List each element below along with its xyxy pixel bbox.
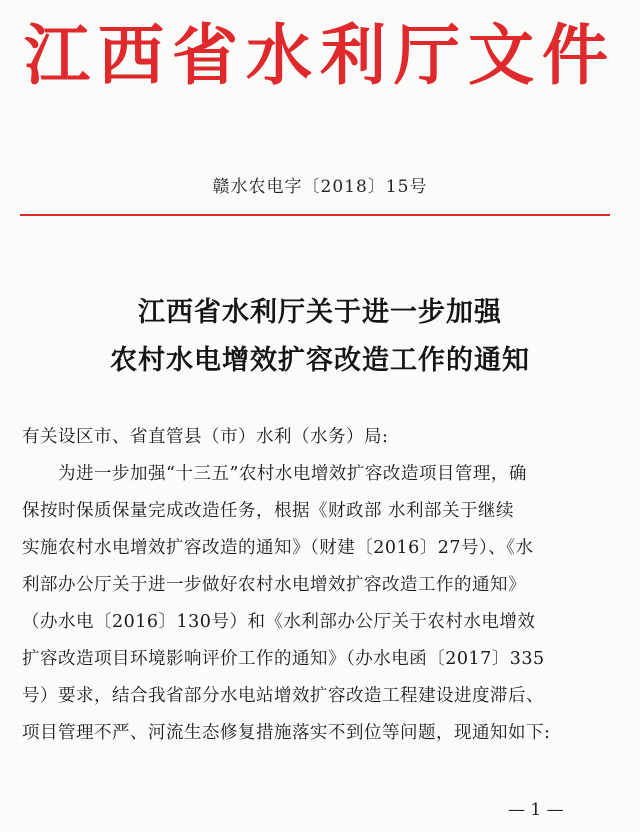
red-divider-line (20, 214, 610, 216)
issuer-header-title: 江西省水利厅文件 (24, 16, 616, 94)
body-line: 为进一步加强“十三五”农村水电增效扩容改造项目管理，确 (58, 464, 527, 484)
document-title-line-2: 农村水电增效扩容改造工作的通知 (110, 345, 530, 376)
document-title-line-1: 江西省水利厅关于进一步加强 (138, 297, 502, 328)
addressee-line: 有关设区市、省直管县（市）水利（水务）局: (22, 427, 389, 447)
document-number: 赣水农电字〔2018〕15号 (212, 177, 428, 197)
page-number: — 1 — (508, 800, 564, 820)
body-line: 实施农村水电增效扩容改造的通知》（财建〔2016〕27号）、《水 (22, 538, 534, 558)
body-line: 号）要求，结合我省部分水电站增效扩容改造工程建设进度滞后、 (22, 686, 544, 706)
body-line: 利部办公厅关于进一步做好农村水电增效扩容改造工作的通知》 (22, 575, 526, 595)
body-line: 扩容改造项目环境影响评价工作的通知》（办水电函〔2017〕335 (22, 649, 545, 669)
body-line: 保按时保质保量完成改造任务，根据《财政部 水利部关于继续 (22, 501, 515, 521)
body-line: 项目管理不严、河流生态修复措施落实不到位等问题，现通知如下: (22, 723, 551, 743)
body-line: （办水电〔2016〕130号）和《水利部办公厅关于农村水电增效 (22, 612, 536, 632)
